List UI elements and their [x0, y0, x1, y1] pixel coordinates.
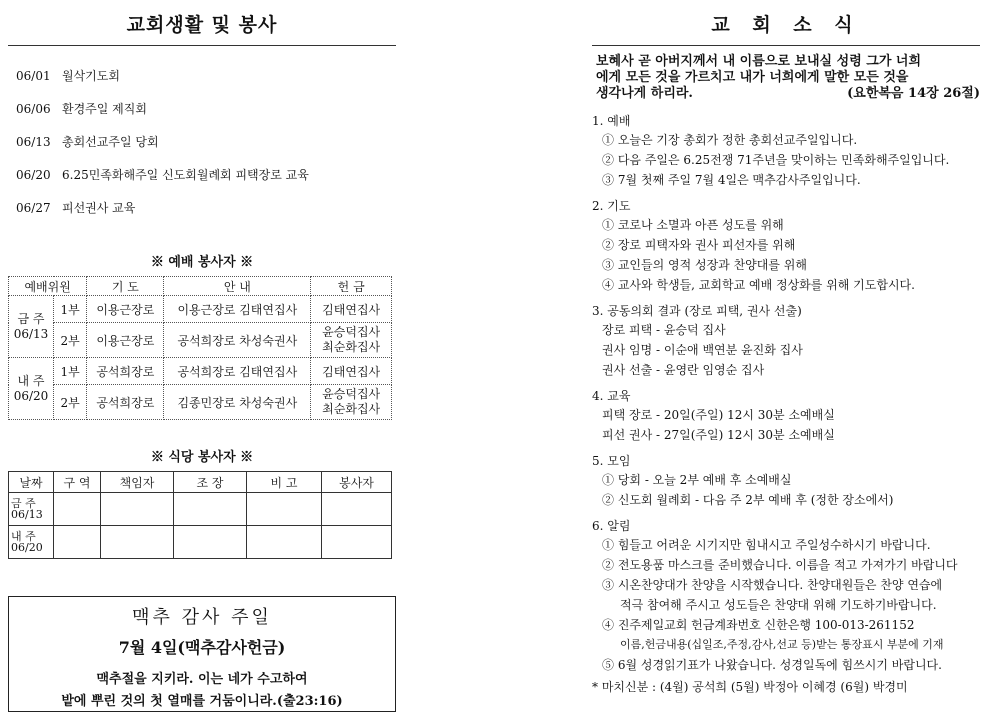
worship-volunteers-title: ※ 예배 봉사자 ※: [150, 255, 254, 270]
table-header-row: [9, 277, 392, 296]
empty-cell: [322, 493, 392, 526]
news-item: ③ 교인들의 영적 성장과 찬양대를 위해: [602, 258, 807, 272]
empty-cell: [101, 493, 174, 526]
schedule-list: [16, 66, 396, 231]
schedule-item: [16, 132, 396, 165]
verse-line: 에게 모든 것을 가르치고 내가 너희에게 말한 모든 것을: [596, 70, 909, 85]
news-item: ④ 진주제일교회 헌금계좌번호 신한은행 100-013-261152: [602, 618, 915, 632]
church-life-title: 교회생활 및 봉사: [126, 14, 278, 36]
header-committee: 예배위원: [9, 277, 87, 296]
header-note: 비 고: [247, 472, 322, 493]
empty-cell: [322, 526, 392, 559]
header-date: 날짜: [9, 472, 54, 493]
title-divider: [592, 45, 980, 46]
week-label: 내 주 06/20: [9, 358, 54, 420]
schedule-item: [16, 66, 396, 99]
offering-cell: 김태연집사: [311, 296, 392, 323]
schedule-event: 피선권사 교육: [62, 201, 136, 215]
empty-cell: [54, 493, 101, 526]
empty-cell: [247, 493, 322, 526]
section-heading: 1. 예배: [592, 114, 631, 128]
church-news-title: 교 회 소 식: [711, 14, 861, 36]
news-item: ① 힘들고 어려운 시기지만 힘내시고 주일성수하시기 바랍니다.: [602, 538, 931, 552]
news-item: ② 다음 주일은 6.25전쟁 71주년을 맞이하는 민족화해주일입니다.: [602, 153, 950, 167]
schedule-item: [16, 198, 396, 231]
schedule-date: 06/27: [16, 201, 51, 215]
title-divider: [8, 45, 396, 46]
scripture-line: 밭에 뿌린 것의 첫 열매를 거둠이니라.(출23:16): [61, 694, 343, 709]
week-label: 금 주 06/13: [9, 296, 54, 358]
offering-cell: 윤승덕집사 최순화집사: [311, 385, 392, 420]
verse-line: 생각나게 하리라. (요한복음 14장 26절): [596, 86, 980, 101]
section-heading: 5. 모임: [592, 454, 631, 468]
header-manager: 책임자: [101, 472, 174, 493]
thanksgiving-date: 7월 4일(맥추감사헌금): [118, 638, 286, 657]
schedule-event: 환경주일 제직회: [62, 102, 147, 116]
guide-cell: 공석희장로 김태연집사: [164, 358, 311, 385]
header-district: 구 역: [54, 472, 101, 493]
header-volunteer: 봉사자: [322, 472, 392, 493]
guide-cell: 김종민장로 차성숙권사: [164, 385, 311, 420]
news-item: 권사 선출 - 윤영란 임영순 집사: [602, 363, 765, 377]
schedule-event: 6.25민족화해주일 신도회월례회 피택장로 교육: [62, 168, 309, 182]
thanksgiving-title: 맥추 감사 주일: [132, 607, 272, 628]
empty-cell: [247, 526, 322, 559]
table-row: [9, 296, 392, 323]
news-item: ⑤ 6월 성경읽기표가 나왔습니다. 성경일독에 힘쓰시기 바랍니다.: [602, 658, 942, 672]
scripture-line: 맥추절을 지키라. 이는 네가 수고하여: [96, 672, 308, 687]
prayer-cell: 이용근장로: [87, 323, 164, 358]
cafeteria-volunteers-table: [8, 471, 392, 559]
service-part: 1부: [54, 358, 87, 385]
section-heading: 6. 알림: [592, 519, 631, 533]
schedule-date: 06/20: [16, 168, 51, 182]
deceased-notice: * 마치신분 : (4월) 공석희 (5월) 박정아 이혜경 (6월) 박경미: [592, 680, 908, 694]
schedule-event: 총회선교주일 당회: [62, 135, 159, 149]
verse-reference: (요한복음 14장 26절): [847, 86, 980, 101]
table-row: [9, 358, 392, 385]
guide-cell: 공석희장로 차성숙권사: [164, 323, 311, 358]
table-row: [9, 493, 392, 526]
empty-cell: [101, 526, 174, 559]
left-column: [8, 0, 396, 722]
schedule-event: 월삭기도회: [62, 69, 120, 83]
scripture-verse: [592, 54, 980, 102]
prayer-cell: 이용근장로: [87, 296, 164, 323]
schedule-date: 06/01: [16, 69, 51, 83]
schedule-item: [16, 165, 396, 198]
news-item: ② 장로 피택자와 권사 피선자를 위해: [602, 238, 796, 252]
week-label: 금 주 06/13: [9, 493, 54, 526]
service-part: 2부: [54, 385, 87, 420]
offering-cell: 윤승덕집사 최순화집사: [311, 323, 392, 358]
schedule-date: 06/13: [16, 135, 51, 149]
news-item: ④ 교사와 학생들, 교회학교 예배 정상화를 위해 기도합시다.: [602, 278, 915, 292]
section-heading: 3. 공동의회 결과 (장로 피택, 권사 선출): [592, 304, 802, 318]
service-part: 2부: [54, 323, 87, 358]
table-row: [9, 526, 392, 559]
schedule-item: [16, 99, 396, 132]
news-item: 장로 피택 - 윤승덕 집사: [602, 323, 726, 337]
section-heading: 2. 기도: [592, 199, 631, 213]
news-item: ② 전도용품 마스크를 준비했습니다. 이름을 적고 가져가기 바랍니다: [602, 558, 958, 572]
news-item: ① 코로나 소멸과 아픈 성도를 위해: [602, 218, 784, 232]
table-row: [9, 385, 392, 420]
header-guide: 안 내: [164, 277, 311, 296]
offering-cell: 김태연집사: [311, 358, 392, 385]
news-item: ③ 시온찬양대가 찬양을 시작했습니다. 찬양대원들은 찬양 연습에: [602, 578, 943, 592]
empty-cell: [174, 526, 247, 559]
news-item: 권사 임명 - 이순애 백연분 윤진화 집사: [602, 343, 803, 357]
header-prayer: 기 도: [87, 277, 164, 296]
prayer-cell: 공석희장로: [87, 385, 164, 420]
empty-cell: [174, 493, 247, 526]
news-item: 피택 장로 - 20일(주일) 12시 30분 소예배실: [602, 408, 835, 422]
news-item: ① 당회 - 오늘 2부 예배 후 소예배실: [602, 473, 792, 487]
table-header-row: [9, 472, 392, 493]
cafeteria-volunteers-title: ※ 식당 봉사자 ※: [150, 450, 254, 465]
schedule-date: 06/06: [16, 102, 51, 116]
section-heading: 4. 교육: [592, 389, 631, 403]
worship-volunteers-table: [8, 276, 392, 420]
header-offering: 헌 금: [311, 277, 392, 296]
table-row: [9, 323, 392, 358]
news-item-continued: 적극 참여해 주시고 성도들은 찬양대 위해 기도하기바랍니다.: [620, 598, 937, 612]
guide-cell: 이용근장로 김태연집사: [164, 296, 311, 323]
week-label: 내 주 06/20: [9, 526, 54, 559]
news-item: 피선 권사 - 27일(주일) 12시 30분 소예배실: [602, 428, 835, 442]
news-item: ② 신도회 월례회 - 다음 주 2부 예배 후 (정한 장소에서): [602, 493, 894, 507]
news-item: ① 오늘은 기장 총회가 정한 총회선교주일입니다.: [602, 133, 858, 147]
news-item: ③ 7월 첫째 주일 7월 4일은 맥추감사주일입니다.: [602, 173, 861, 187]
right-column: [592, 0, 980, 722]
verse-line: 보혜사 곧 아버지께서 내 이름으로 보내실 성령 그가 너희: [596, 54, 922, 69]
prayer-cell: 공석희장로: [87, 358, 164, 385]
thanksgiving-box: [8, 596, 396, 712]
header-leader: 조 장: [174, 472, 247, 493]
service-part: 1부: [54, 296, 87, 323]
news-item-continued: 이름,헌금내용(십일조,주정,감사,선교 등)받는 통장표시 부분에 기재: [620, 638, 944, 651]
empty-cell: [54, 526, 101, 559]
news-list: [592, 112, 980, 697]
